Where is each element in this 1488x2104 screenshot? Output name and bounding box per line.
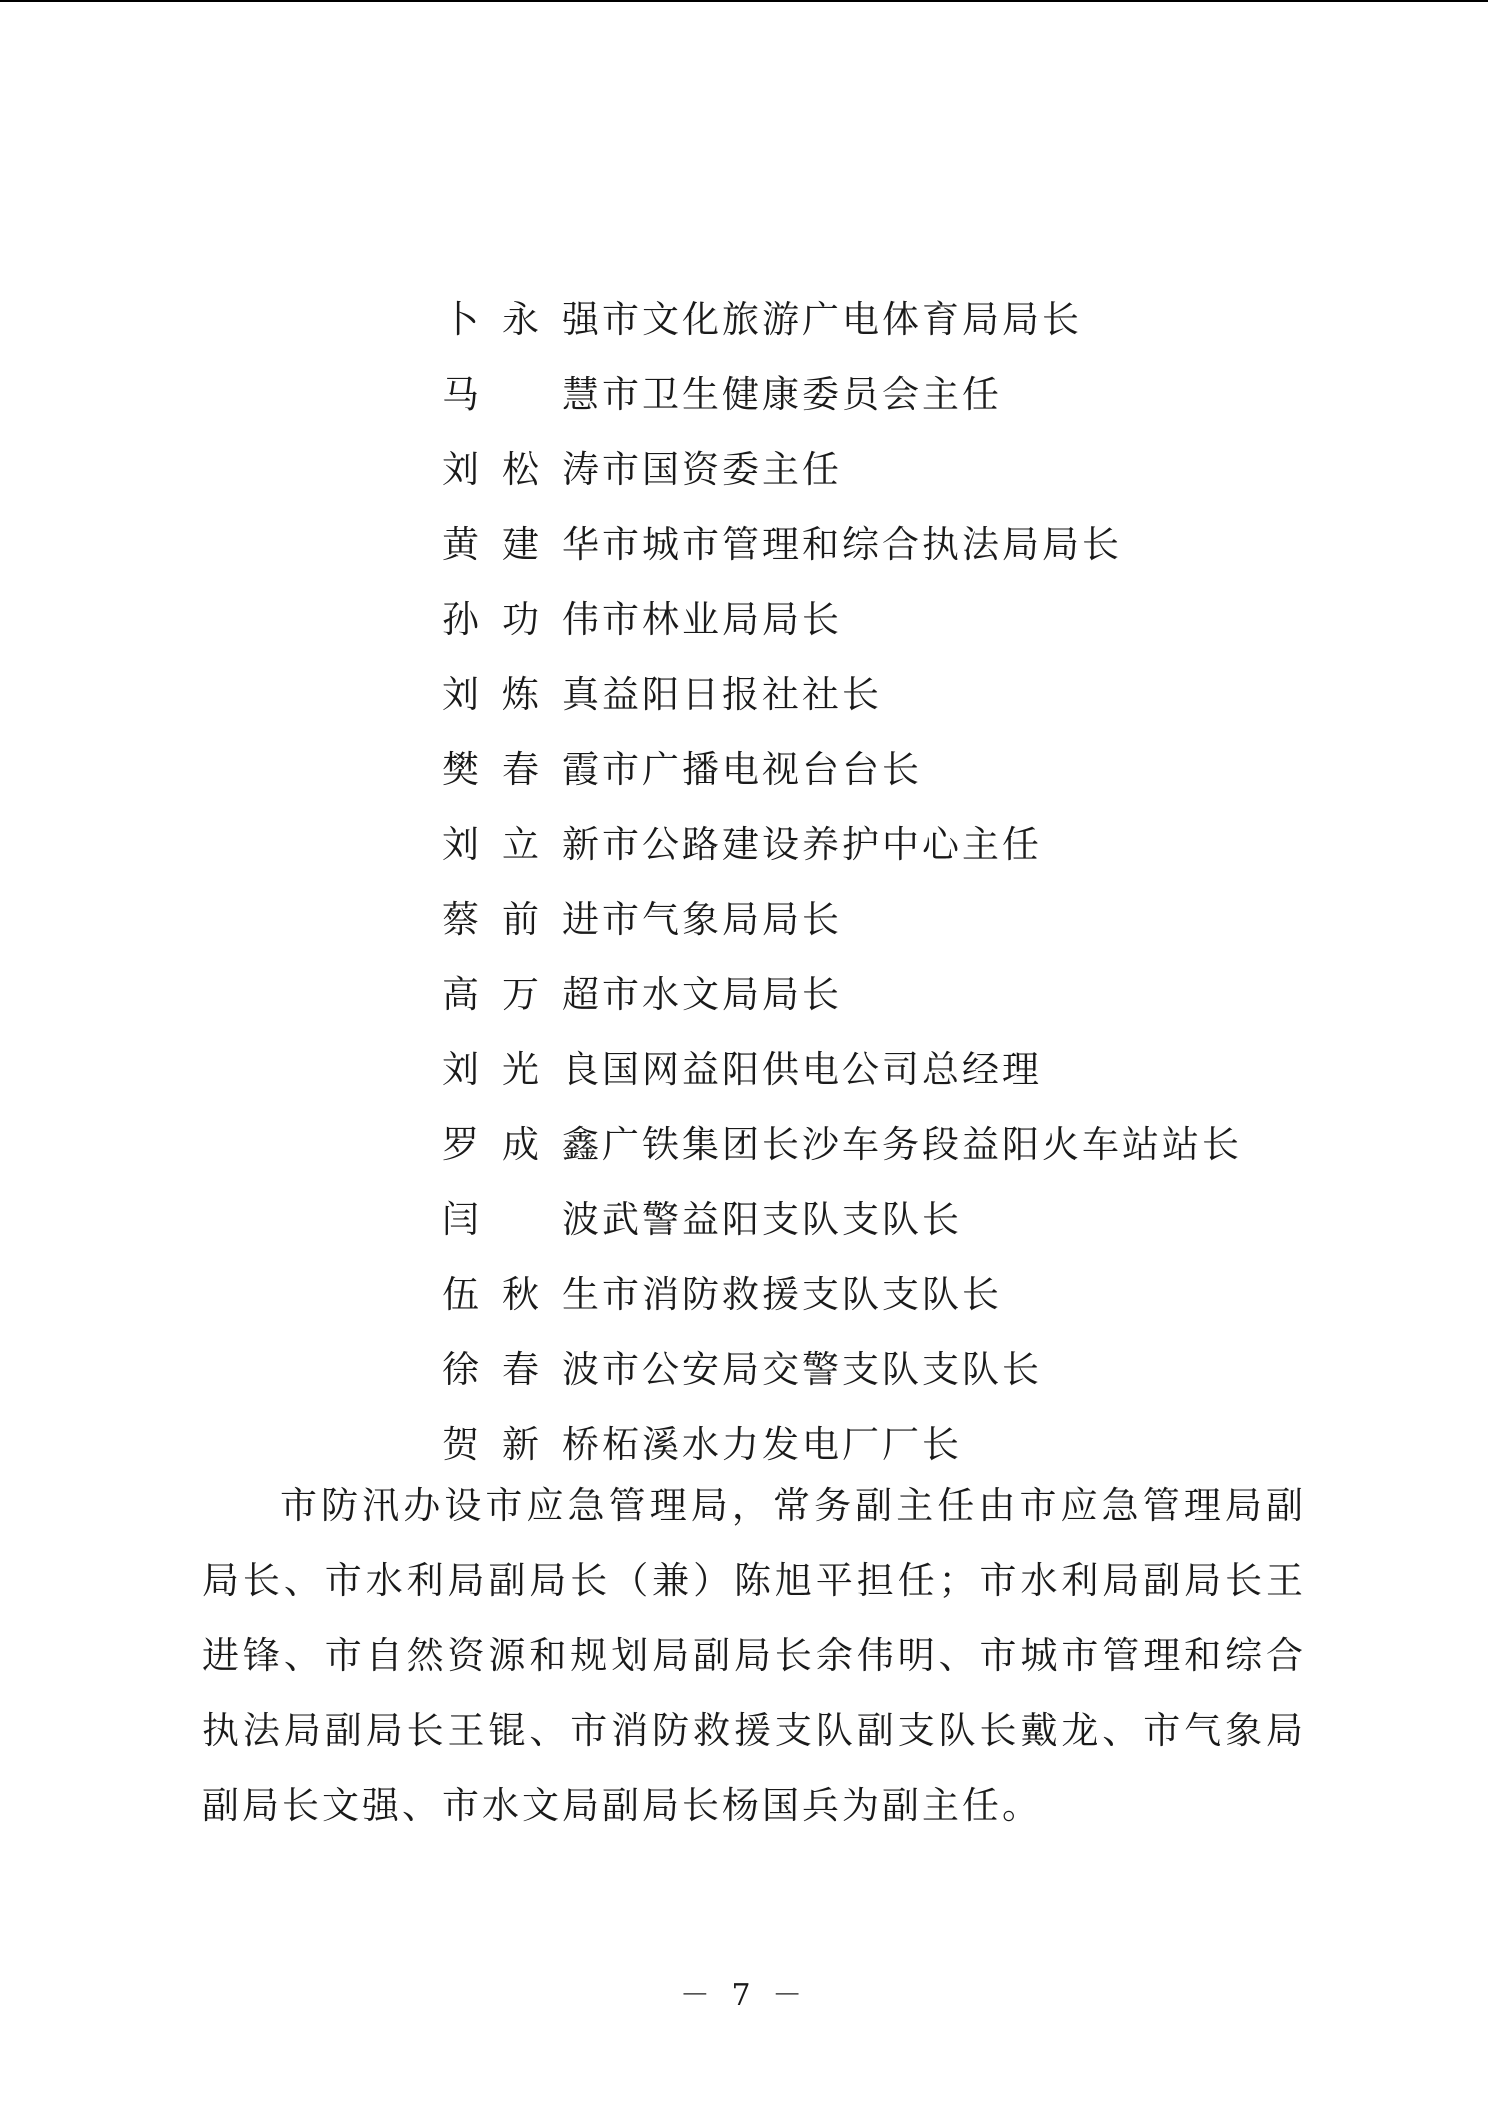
member-row	[442, 278, 1342, 353]
member-name: 伍秋生	[442, 1272, 602, 1316]
member-name: 刘炼真	[442, 672, 602, 716]
member-row	[442, 653, 1342, 728]
member-row	[442, 1103, 1342, 1178]
member-title: 市文化旅游广电体育局局长	[602, 297, 1082, 341]
member-row	[442, 428, 1342, 503]
top-border-line	[0, 0, 1488, 2]
member-title: 市卫生健康委员会主任	[602, 372, 1002, 416]
member-name: 徐春波	[442, 1347, 602, 1391]
member-row	[442, 878, 1342, 953]
member-name: 刘立新	[442, 822, 602, 866]
member-name: 贺新桥	[442, 1422, 602, 1466]
member-title: 广铁集团长沙车务段益阳火车站站长	[602, 1122, 1242, 1166]
member-title: 市公路建设养护中心主任	[602, 822, 1042, 866]
member-name: 刘松涛	[442, 447, 602, 491]
member-row	[442, 803, 1342, 878]
office-paragraph: 市防汛办设市应急管理局，常务副主任由市应急管理局副局长、市水利局副局长（兼）陈旭平担任；市水利局副局长王进锋、市自然资源和规划局副局长余伟明、市城市管理和综合执法局副局长王锟、市消防救援支队副支队长戴龙、市气象局副局长文强、市水文局副局长杨国兵为副主任。	[202, 1484, 1306, 1827]
member-row	[442, 953, 1342, 1028]
member-name: 卜永强	[442, 297, 602, 341]
member-row	[442, 1178, 1342, 1253]
member-name: 黄建华	[442, 522, 602, 566]
member-title: 市广播电视台台长	[602, 747, 922, 791]
member-title: 市公安局交警支队支队长	[602, 1347, 1042, 1391]
member-row	[442, 503, 1342, 578]
page-number: － 7 －	[679, 1978, 809, 2013]
member-title: 市消防救援支队支队长	[602, 1272, 1002, 1316]
member-row	[442, 578, 1342, 653]
member-title: 益阳日报社社长	[602, 672, 882, 716]
member-row	[442, 1253, 1342, 1328]
member-name: 樊春霞	[442, 747, 602, 791]
member-title: 市水文局局长	[602, 972, 842, 1016]
member-name: 罗成鑫	[442, 1122, 602, 1166]
member-row	[442, 1028, 1342, 1103]
member-name: 刘光良	[442, 1047, 602, 1091]
member-title: 市城市管理和综合执法局局长	[602, 522, 1122, 566]
member-row	[442, 1328, 1342, 1403]
member-list	[442, 278, 1342, 1478]
member-title: 国网益阳供电公司总经理	[602, 1047, 1042, 1091]
member-name: 马 慧	[442, 372, 602, 416]
member-name: 闫 波	[442, 1197, 602, 1241]
member-title: 市气象局局长	[602, 897, 842, 941]
member-row	[442, 728, 1342, 803]
member-row	[442, 1403, 1342, 1478]
member-title: 市国资委主任	[602, 447, 842, 491]
member-title: 柘溪水力发电厂厂长	[602, 1422, 962, 1466]
member-title: 市林业局局长	[602, 597, 842, 641]
member-row	[442, 353, 1342, 428]
member-title: 武警益阳支队支队长	[602, 1197, 962, 1241]
member-name: 蔡前进	[442, 897, 602, 941]
member-name: 高万超	[442, 972, 602, 1016]
member-name: 孙功伟	[442, 597, 602, 641]
